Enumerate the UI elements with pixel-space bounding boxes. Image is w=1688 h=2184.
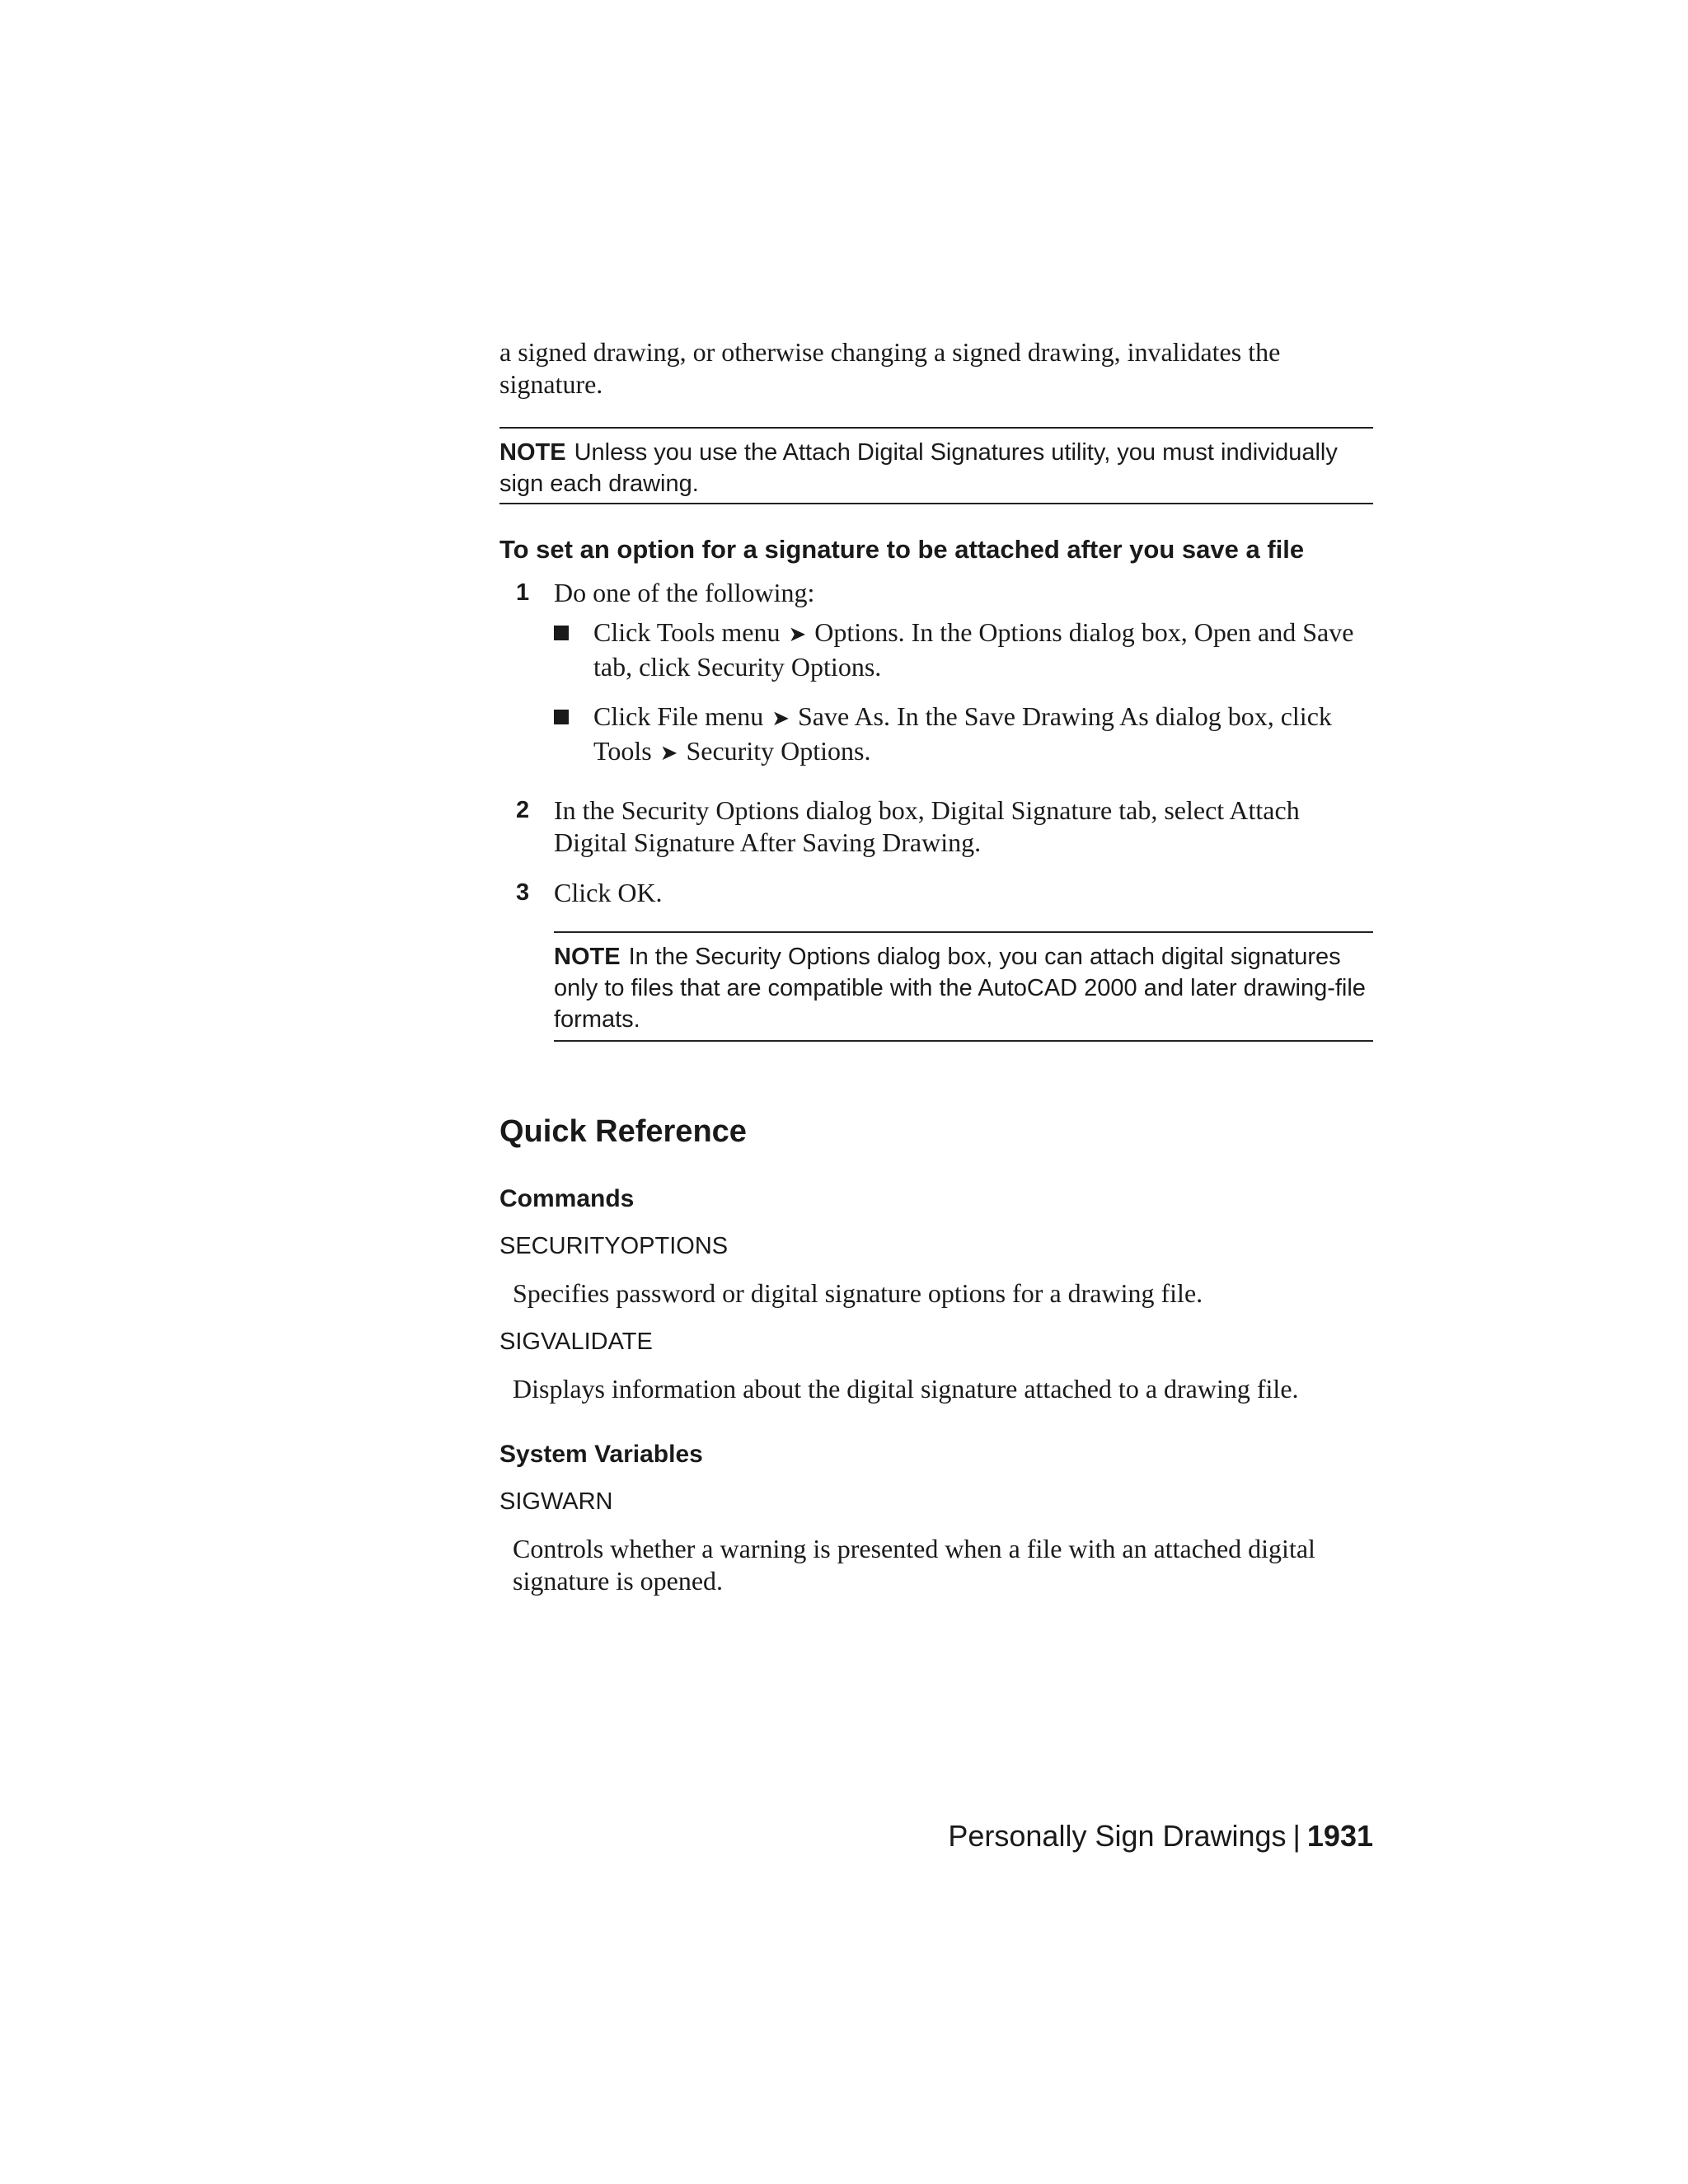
step-text: Do one of the following: [554,578,815,607]
menu-path-part: Click Tools menu [593,617,781,647]
page-footer [948,1818,1373,1854]
command-description: Specifies password or digital signature options for a drawing file. [513,1278,1203,1308]
square-bullet-icon [554,710,569,724]
commands-heading: Commands [499,1185,635,1212]
menu-path-part: Options. In the Options dialog box, Open and Save tab, click Security Options. [593,617,1354,682]
note-text: Unless you use the Attach Digital Signatures utility, you must individually sign each drawing. [499,439,1338,497]
square-bullet-icon [554,626,569,640]
footer-section-title: Personally Sign Drawings [948,1819,1287,1853]
page-number: 1931 [1306,1819,1373,1853]
system-variable-name: SIGWARN [499,1488,613,1515]
step-text: Click OK. [554,878,663,907]
note-box-1 [499,427,1373,504]
note-text: In the Security Options dialog box, you can attach digital signatures only to files that are compatible with the AutoCAD 2000 and later drawing-file formats. [554,944,1366,1033]
arrow-icon: ➤ [771,706,790,731]
arrow-icon: ➤ [659,741,678,766]
command-description: Displays information about the digital signature attached to a drawing file. [513,1374,1299,1404]
command-name: SIGVALIDATE [499,1329,653,1355]
quick-reference-title: Quick Reference [499,1114,747,1149]
command-name: SECURITYOPTIONS [499,1233,729,1259]
step-number: 3 [516,879,530,906]
step-text: In the Security Options dialog box, Digital Signature tab, select Attach Digital Signature After Saving Drawing. [554,795,1300,857]
document-page [499,0,1373,2184]
menu-path-part: Save As. In the Save Drawing As dialog box, click Tools [593,701,1332,766]
intro-paragraph: a signed drawing, or otherwise changing a signed drawing, invalidates the signature. [499,337,1281,399]
bullet-text [593,701,1373,770]
system-variables-heading: System Variables [499,1441,703,1468]
footer-separator: | [1292,1819,1301,1853]
bullet-text [593,616,1373,683]
step-number: 2 [516,797,530,823]
arrow-icon: ➤ [788,622,807,647]
menu-path-part: Click File menu [593,701,764,731]
note-label: NOTE [499,439,566,466]
system-variable-description: Controls whether a warning is presented when a file with an attached digital signature is opened. [513,1534,1315,1596]
step-number: 1 [516,579,530,606]
menu-path-part: Security Options. [686,736,871,766]
note-label: NOTE [554,944,621,970]
note-box-2 [554,931,1373,1042]
procedure-heading: To set an option for a signature to be attached after you save a file [499,535,1305,564]
